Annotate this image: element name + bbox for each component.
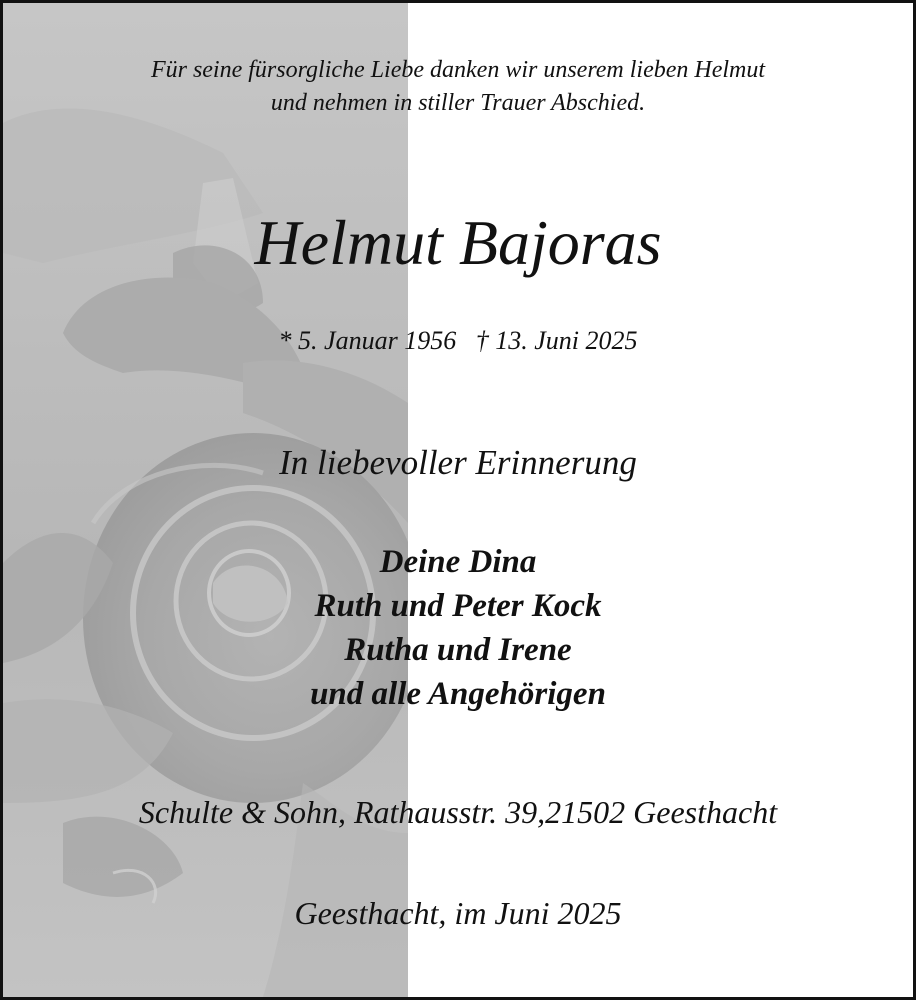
family-line-1: Deine Dina: [379, 544, 537, 580]
place-date: Geesthacht, im Juni 2025: [294, 895, 622, 931]
deceased-name: Helmut Bajoras: [254, 207, 662, 278]
memory-line: In liebevoller Erinnerung: [279, 443, 637, 482]
family-line-2: Ruth und Peter Kock: [314, 588, 602, 624]
life-dates: * 5. Januar 1956 † 13. Juni 2025: [278, 326, 638, 355]
undertaker-address: Schulte & Sohn, Rathausstr. 39,21502 Geesthacht: [138, 794, 778, 830]
notice-text: [3, 3, 913, 997]
family-line-3: Rutha und Irene: [344, 632, 572, 668]
intro-line-2: und nehmen in stiller Trauer Abschied.: [270, 90, 646, 116]
intro-line-1: Für seine fürsorgliche Liebe danken wir unserem lieben Helmut: [150, 57, 766, 83]
family-line-4: und alle Angehörigen: [310, 676, 606, 712]
